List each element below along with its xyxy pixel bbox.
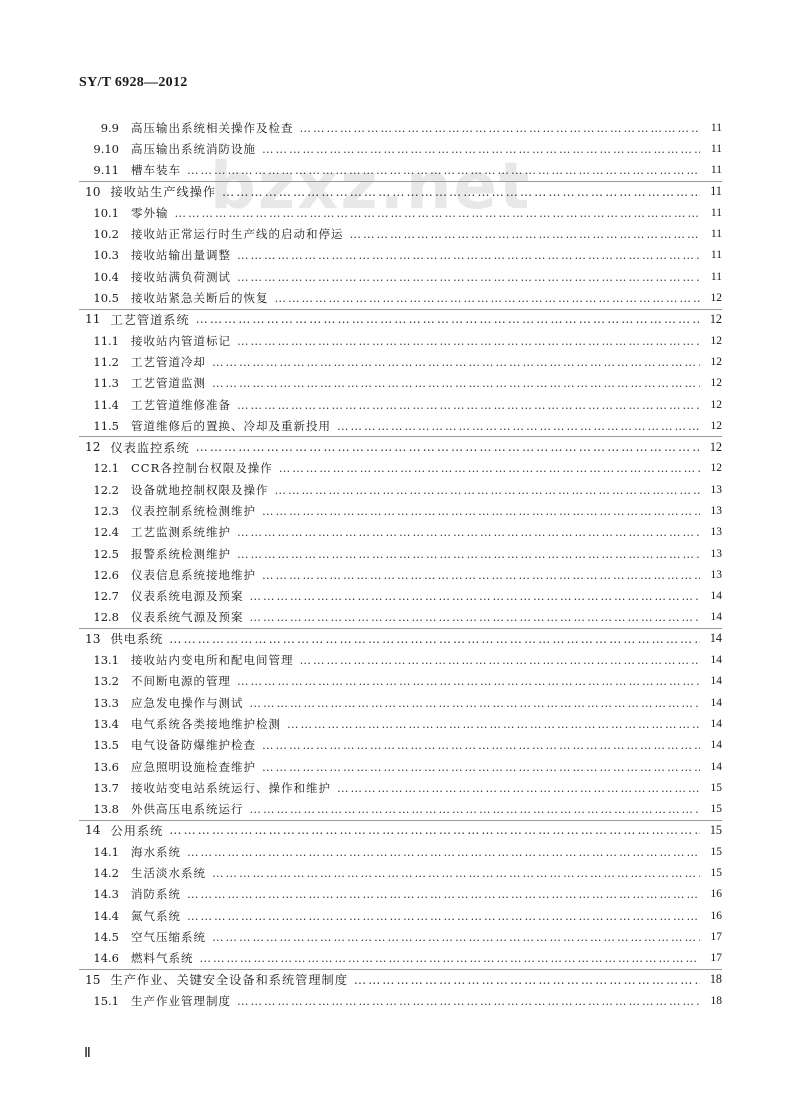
- toc-section-row[interactable]: [79, 160, 722, 181]
- toc-entry-number: 14.5: [93, 929, 119, 944]
- toc-entry-title: 仪表控制系统检测维护: [131, 503, 256, 518]
- toc-entry-page: 12: [710, 292, 722, 305]
- toc-leader-dots: [300, 121, 701, 135]
- toc-entry-number: 12.8: [93, 610, 119, 625]
- toc-leader-dots: [169, 632, 700, 646]
- toc-leader-dots: [262, 504, 700, 518]
- toc-entry-title: 生活淡水系统: [131, 866, 206, 881]
- toc-section-row[interactable]: [79, 756, 722, 777]
- toc-leader-dots: [196, 440, 700, 454]
- toc-section-row[interactable]: [79, 202, 722, 223]
- toc-leader-dots: [237, 334, 700, 348]
- chapter-divider-line: [79, 820, 722, 821]
- toc-section-row[interactable]: [79, 586, 722, 607]
- toc-entry-number: 11.2: [93, 354, 119, 369]
- toc-entry-number: 12.3: [93, 503, 119, 518]
- toc-leader-dots: [250, 696, 701, 710]
- toc-entry-page: 12: [710, 419, 722, 432]
- toc-leader-dots: [279, 461, 700, 475]
- toc-leader-dots: [237, 248, 700, 262]
- toc-section-row[interactable]: [79, 948, 722, 969]
- toc-entry-number: 14.6: [93, 951, 119, 966]
- toc-leader-dots: [262, 760, 700, 774]
- toc-entry-page: 14: [710, 717, 722, 730]
- toc-chapter-row[interactable]: [79, 309, 722, 330]
- toc-entry-page: 13: [710, 568, 722, 581]
- toc-leader-dots: [250, 589, 701, 603]
- toc-entry-title: 接收站变电站系统运行、操作和维护: [131, 780, 331, 795]
- toc-entry-page: 11: [710, 228, 722, 241]
- toc-entry-number: 10.4: [93, 269, 119, 284]
- toc-entry-number: 9.11: [93, 163, 119, 178]
- toc-entry-title: 应急发电操作与测试: [131, 695, 244, 710]
- toc-entry-title: 仪表系统气源及预案: [131, 610, 244, 625]
- toc-leader-dots: [237, 525, 700, 539]
- toc-section-row[interactable]: [79, 905, 722, 926]
- toc-entry-number: 13.3: [93, 695, 119, 710]
- toc-entry-number: 12.4: [93, 525, 119, 540]
- toc-entry-page: 18: [709, 972, 722, 987]
- toc-chapter-row[interactable]: [79, 820, 722, 841]
- chapter-divider-line: [79, 181, 722, 182]
- document-code-header: SY/T 6928—2012: [79, 75, 188, 90]
- toc-entry-number: 12.5: [93, 546, 119, 561]
- toc-entry-page: 11: [710, 184, 722, 199]
- toc-entry-page: 12: [709, 311, 722, 326]
- toc-entry-number: 11.4: [93, 397, 119, 412]
- toc-entry-number: 13.1: [93, 653, 119, 668]
- toc-entry-number: 10.5: [93, 291, 119, 306]
- toc-leader-dots: [237, 994, 700, 1008]
- chapter-divider-line: [79, 628, 722, 629]
- toc-leader-dots: [212, 355, 700, 369]
- toc-section-row[interactable]: [79, 351, 722, 372]
- toc-entry-page: 12: [710, 462, 722, 475]
- toc-section-row[interactable]: [79, 713, 722, 734]
- toc-leader-dots: [237, 398, 700, 412]
- toc-entry-title: 生产作业、关键安全设备和系统管理制度: [110, 973, 348, 988]
- toc-section-row[interactable]: [79, 607, 722, 628]
- toc-section-row[interactable]: [79, 564, 722, 585]
- toc-section-row[interactable]: [79, 671, 722, 692]
- toc-entry-number: 13.7: [93, 780, 119, 795]
- toc-section-row[interactable]: [79, 223, 722, 244]
- toc-entry-page: 11: [710, 142, 722, 155]
- toc-entry-number: 12: [85, 440, 101, 455]
- toc-entry-page: 12: [710, 377, 722, 390]
- toc-entry-title: 报警系统检测维护: [131, 546, 231, 561]
- toc-entry-page: 12: [710, 334, 722, 347]
- toc-entry-page: 15: [710, 867, 722, 880]
- toc-entry-number: 15: [85, 972, 101, 987]
- toc-leader-dots: [169, 823, 700, 837]
- toc-entry-page: 14: [710, 654, 722, 667]
- toc-entry-title: 公用系统: [110, 823, 164, 838]
- toc-chapter-row[interactable]: [79, 436, 722, 457]
- toc-entry-page: 11: [710, 270, 722, 283]
- page-number-footer: Ⅱ: [84, 1046, 91, 1061]
- toc-entry-title: 工艺监测系统维护: [131, 525, 231, 540]
- toc-chapter-row[interactable]: [79, 969, 722, 990]
- toc-section-row[interactable]: [79, 862, 722, 883]
- toc-entry-number: 11.3: [93, 376, 119, 391]
- toc-leader-dots: [200, 951, 701, 965]
- toc-section-row[interactable]: [79, 330, 722, 351]
- toc-entry-title: 接收站内管道标记: [131, 333, 231, 348]
- toc-entry-number: 13.5: [93, 738, 119, 753]
- toc-entry-page: 14: [709, 631, 722, 646]
- toc-leader-dots: [262, 738, 700, 752]
- toc-entry-page: 11: [710, 249, 722, 262]
- toc-entry-number: 15.1: [93, 993, 119, 1008]
- toc-entry-title: 设备就地控制权限及操作: [131, 482, 269, 497]
- toc-entry-number: 10: [85, 184, 101, 199]
- toc-entry-page: 14: [710, 739, 722, 752]
- toc-entry-page: 12: [710, 355, 722, 368]
- toc-leader-dots: [250, 610, 701, 624]
- toc-entry-title: 生产作业管理制度: [131, 993, 231, 1008]
- toc-entry-title: 仪表监控系统: [110, 440, 190, 455]
- toc-entry-page: 14: [710, 696, 722, 709]
- toc-entry-number: 10.3: [93, 248, 119, 263]
- toc-leader-dots: [175, 206, 701, 220]
- toc-entry-title: 海水系统: [131, 844, 181, 859]
- chapter-divider-line: [79, 969, 722, 970]
- toc-entry-page: 14: [710, 611, 722, 624]
- toc-entry-number: 12.2: [93, 482, 119, 497]
- toc-entry-page: 11: [710, 164, 722, 177]
- toc-entry-number: 12.7: [93, 589, 119, 604]
- toc-entry-title: 接收站正常运行时生产线的启动和停运: [131, 227, 344, 242]
- toc-leader-dots: [275, 291, 701, 305]
- toc-entry-title: 外供高压电系统运行: [131, 802, 244, 817]
- toc-entry-page: 17: [710, 952, 722, 965]
- toc-entry-page: 14: [710, 760, 722, 773]
- toc-section-row[interactable]: [79, 884, 722, 905]
- toc-entry-number: 11: [85, 312, 101, 327]
- toc-entry-number: 10.1: [93, 205, 119, 220]
- toc-leader-dots: [237, 547, 700, 561]
- toc-entry-page: 11: [710, 206, 722, 219]
- toc-leader-dots: [196, 312, 700, 326]
- toc-section-row[interactable]: [79, 649, 722, 670]
- toc-section-row[interactable]: [79, 777, 722, 798]
- toc-entry-title: 燃料气系统: [131, 951, 194, 966]
- toc-entry-number: 14.4: [93, 908, 119, 923]
- toc-entry-page: 12: [710, 398, 722, 411]
- toc-entry-title: 高压输出系统相关操作及检查: [131, 120, 294, 135]
- toc-section-row[interactable]: [79, 543, 722, 564]
- watermark-text: bzxz.net: [210, 150, 532, 224]
- toc-leader-dots: [187, 845, 700, 859]
- toc-section-row[interactable]: [79, 799, 722, 820]
- toc-entry-number: 13.8: [93, 802, 119, 817]
- toc-entry-title: 供电系统: [110, 632, 164, 647]
- toc-entry-number: 13.6: [93, 759, 119, 774]
- toc-entry-title: 接收站生产线操作: [110, 185, 217, 200]
- toc-entry-title: 工艺管道监测: [131, 376, 206, 391]
- toc-entry-title: 不间断电源的管理: [131, 674, 231, 689]
- toc-leader-dots: [187, 887, 700, 901]
- toc-entry-number: 14.2: [93, 866, 119, 881]
- toc-entry-title: 接收站满负荷测试: [131, 269, 231, 284]
- toc-entry-title: 空气压缩系统: [131, 929, 206, 944]
- toc-section-row[interactable]: [79, 245, 722, 266]
- toc-entry-page: 16: [710, 888, 722, 901]
- toc-section-row[interactable]: [79, 522, 722, 543]
- toc-entry-page: 13: [710, 483, 722, 496]
- toc-entry-title: 工艺管道冷却: [131, 354, 206, 369]
- toc-entry-number: 13.2: [93, 674, 119, 689]
- toc-entry-title: 氮气系统: [131, 908, 181, 923]
- toc-entry-number: 12.6: [93, 567, 119, 582]
- toc-leader-dots: [212, 866, 700, 880]
- toc-leader-dots: [187, 163, 700, 177]
- toc-leader-dots: [212, 376, 700, 390]
- toc-section-row[interactable]: [79, 287, 722, 308]
- toc-entry-page: 15: [710, 803, 722, 816]
- toc-entry-page: 13: [710, 504, 722, 517]
- toc-leader-dots: [237, 674, 700, 688]
- toc-section-row[interactable]: [79, 138, 722, 159]
- toc-section-row[interactable]: [79, 479, 722, 500]
- toc-entry-title: 接收站输出量调整: [131, 248, 231, 263]
- toc-chapter-row[interactable]: [79, 628, 722, 649]
- toc-section-row[interactable]: [79, 926, 722, 947]
- toc-entry-page: 15: [709, 822, 722, 837]
- toc-leader-dots: [237, 270, 700, 284]
- toc-leader-dots: [300, 653, 701, 667]
- toc-section-row[interactable]: [79, 373, 722, 394]
- toc-entry-title: 工艺管道维修准备: [131, 397, 231, 412]
- toc-entry-page: 13: [710, 547, 722, 560]
- toc-entry-title: 电气设备防爆维护检查: [131, 738, 256, 753]
- toc-entry-number: 10.2: [93, 227, 119, 242]
- toc-section-row[interactable]: [79, 458, 722, 479]
- toc-section-row[interactable]: [79, 500, 722, 521]
- toc-entry-title: 高压输出系统消防设施: [131, 141, 256, 156]
- toc-entry-page: 14: [710, 590, 722, 603]
- toc-section-row[interactable]: [79, 266, 722, 287]
- toc-entry-title: 零外输: [131, 205, 169, 220]
- toc-section-row[interactable]: [79, 735, 722, 756]
- toc-leader-dots: [187, 909, 700, 923]
- toc-leader-dots: [337, 419, 700, 433]
- chapter-divider-line: [79, 436, 722, 437]
- toc-entry-title: CCR各控制台权限及操作: [131, 461, 273, 476]
- toc-entry-number: 9.10: [93, 141, 119, 156]
- toc-entry-title: 接收站紧急关断后的恢复: [131, 291, 269, 306]
- toc-entry-page: 13: [710, 526, 722, 539]
- toc-entry-number: 14: [85, 823, 101, 838]
- toc-entry-number: 9.9: [100, 120, 119, 135]
- toc-leader-dots: [262, 142, 700, 156]
- toc-entry-number: 11.1: [93, 333, 119, 348]
- toc-leader-dots: [222, 185, 700, 199]
- toc-entry-number: 13: [85, 631, 101, 646]
- toc-leader-dots: [287, 717, 700, 731]
- toc-entry-page: 16: [710, 909, 722, 922]
- toc-entry-page: 14: [710, 675, 722, 688]
- toc-entry-page: 18: [710, 994, 722, 1007]
- toc-leader-dots: [337, 781, 700, 795]
- toc-entry-number: 12.1: [93, 461, 119, 476]
- toc-leader-dots: [350, 227, 701, 241]
- toc-leader-dots: [354, 973, 700, 987]
- toc-entry-number: 11.5: [93, 418, 119, 433]
- toc-entry-title: 消防系统: [131, 887, 181, 902]
- toc-section-row[interactable]: [79, 841, 722, 862]
- toc-entry-title: 接收站内变电所和配电间管理: [131, 653, 294, 668]
- toc-entry-page: 17: [710, 930, 722, 943]
- toc-entry-title: 工艺管道系统: [110, 312, 190, 327]
- toc-entry-title: 仪表系统电源及预案: [131, 589, 244, 604]
- toc-entry-title: 仪表信息系统接地维护: [131, 567, 256, 582]
- toc-entry-title: 管道维修后的置换、冷却及重新投用: [131, 418, 331, 433]
- table-of-contents: [79, 117, 722, 1011]
- toc-section-row[interactable]: [79, 990, 722, 1011]
- toc-leader-dots: [275, 483, 701, 497]
- toc-entry-number: 13.4: [93, 716, 119, 731]
- toc-leader-dots: [212, 930, 700, 944]
- toc-section-row[interactable]: [79, 117, 722, 138]
- toc-entry-title: 电气系统各类接地维护检测: [131, 716, 281, 731]
- toc-entry-page: 11: [710, 121, 722, 134]
- toc-chapter-row[interactable]: [79, 181, 722, 202]
- chapter-divider-line: [79, 309, 722, 310]
- toc-entry-page: 15: [710, 781, 722, 794]
- toc-leader-dots: [262, 568, 700, 582]
- toc-entry-title: 应急照明设施检查维护: [131, 759, 256, 774]
- toc-entry-page: 15: [710, 845, 722, 858]
- toc-leader-dots: [250, 802, 701, 816]
- toc-entry-title: 槽车装车: [131, 163, 181, 178]
- toc-section-row[interactable]: [79, 415, 722, 436]
- toc-section-row[interactable]: [79, 394, 722, 415]
- toc-section-row[interactable]: [79, 692, 722, 713]
- toc-entry-number: 14.1: [93, 844, 119, 859]
- toc-entry-page: 12: [709, 439, 722, 454]
- toc-entry-number: 14.3: [93, 887, 119, 902]
